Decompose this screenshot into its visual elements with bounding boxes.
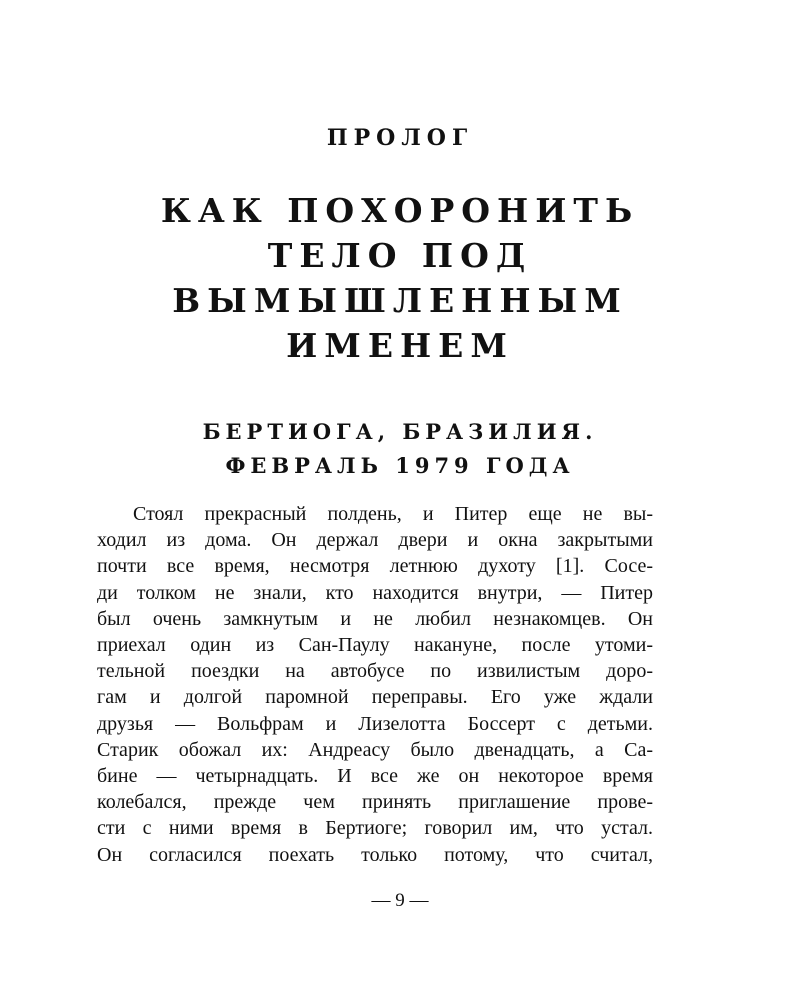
text-line: ходил из дома. Он держал двери и окна закрытыми — [97, 529, 653, 552]
text-line: был очень замкнутым и не любил незнакомцев. Он — [97, 607, 653, 630]
chapter-title-line: КАК ПОХОРОНИТЬ — [160, 191, 640, 230]
chapter-title-line: ИМЕНЕМ — [286, 326, 514, 365]
text-line: гам и долгой паромной переправы. Его уже ждали — [97, 686, 653, 709]
text-line: Старик обожал их: Андреасу было двенадцать, а Са- — [97, 738, 653, 761]
chapter-title-line: ТЕЛО ПОД — [267, 236, 533, 275]
chapter-title-line: ВЫМЫШЛЕННЫМ — [172, 281, 628, 320]
text-line: почти все время, несмотря летнюю духоту [1]. Сосе- — [97, 555, 653, 578]
place-heading-line: БЕРТИОГА, БРАЗИЛИЯ. — [202, 419, 598, 444]
page-number: — 9 — — [371, 890, 429, 911]
text-line: друзья — Вольфрам и Лизелотта Боссерт с детьми. — [97, 712, 653, 735]
date-heading-line: ФЕВРАЛЬ 1979 ГОДА — [225, 453, 575, 478]
text-line: ди толком не знали, кто находится внутри, — Питер — [97, 581, 653, 604]
text-line: Он согласился поехать только потому, что считал, — [97, 843, 653, 866]
text-line: бине — четырнадцать. И все же он некоторое время — [97, 765, 653, 788]
section-label: ПРОЛОГ — [326, 125, 474, 151]
text-line: сти с ними время в Бертиоге; говорил им, что устал. — [97, 817, 653, 840]
chapter-title — [60, 188, 740, 368]
text-line: колебался, прежде чем принять приглашение прове- — [97, 791, 653, 814]
text-line: Стоял прекрасный полдень, и Питер еще не вы- — [133, 503, 653, 525]
text-line: тельной поездки на автобусе по извилистым доро- — [97, 660, 653, 683]
place-date-heading — [60, 415, 740, 483]
body-paragraph — [97, 501, 653, 868]
text-line: приехал один из Сан-Паулу накануне, после утоми- — [97, 634, 653, 657]
